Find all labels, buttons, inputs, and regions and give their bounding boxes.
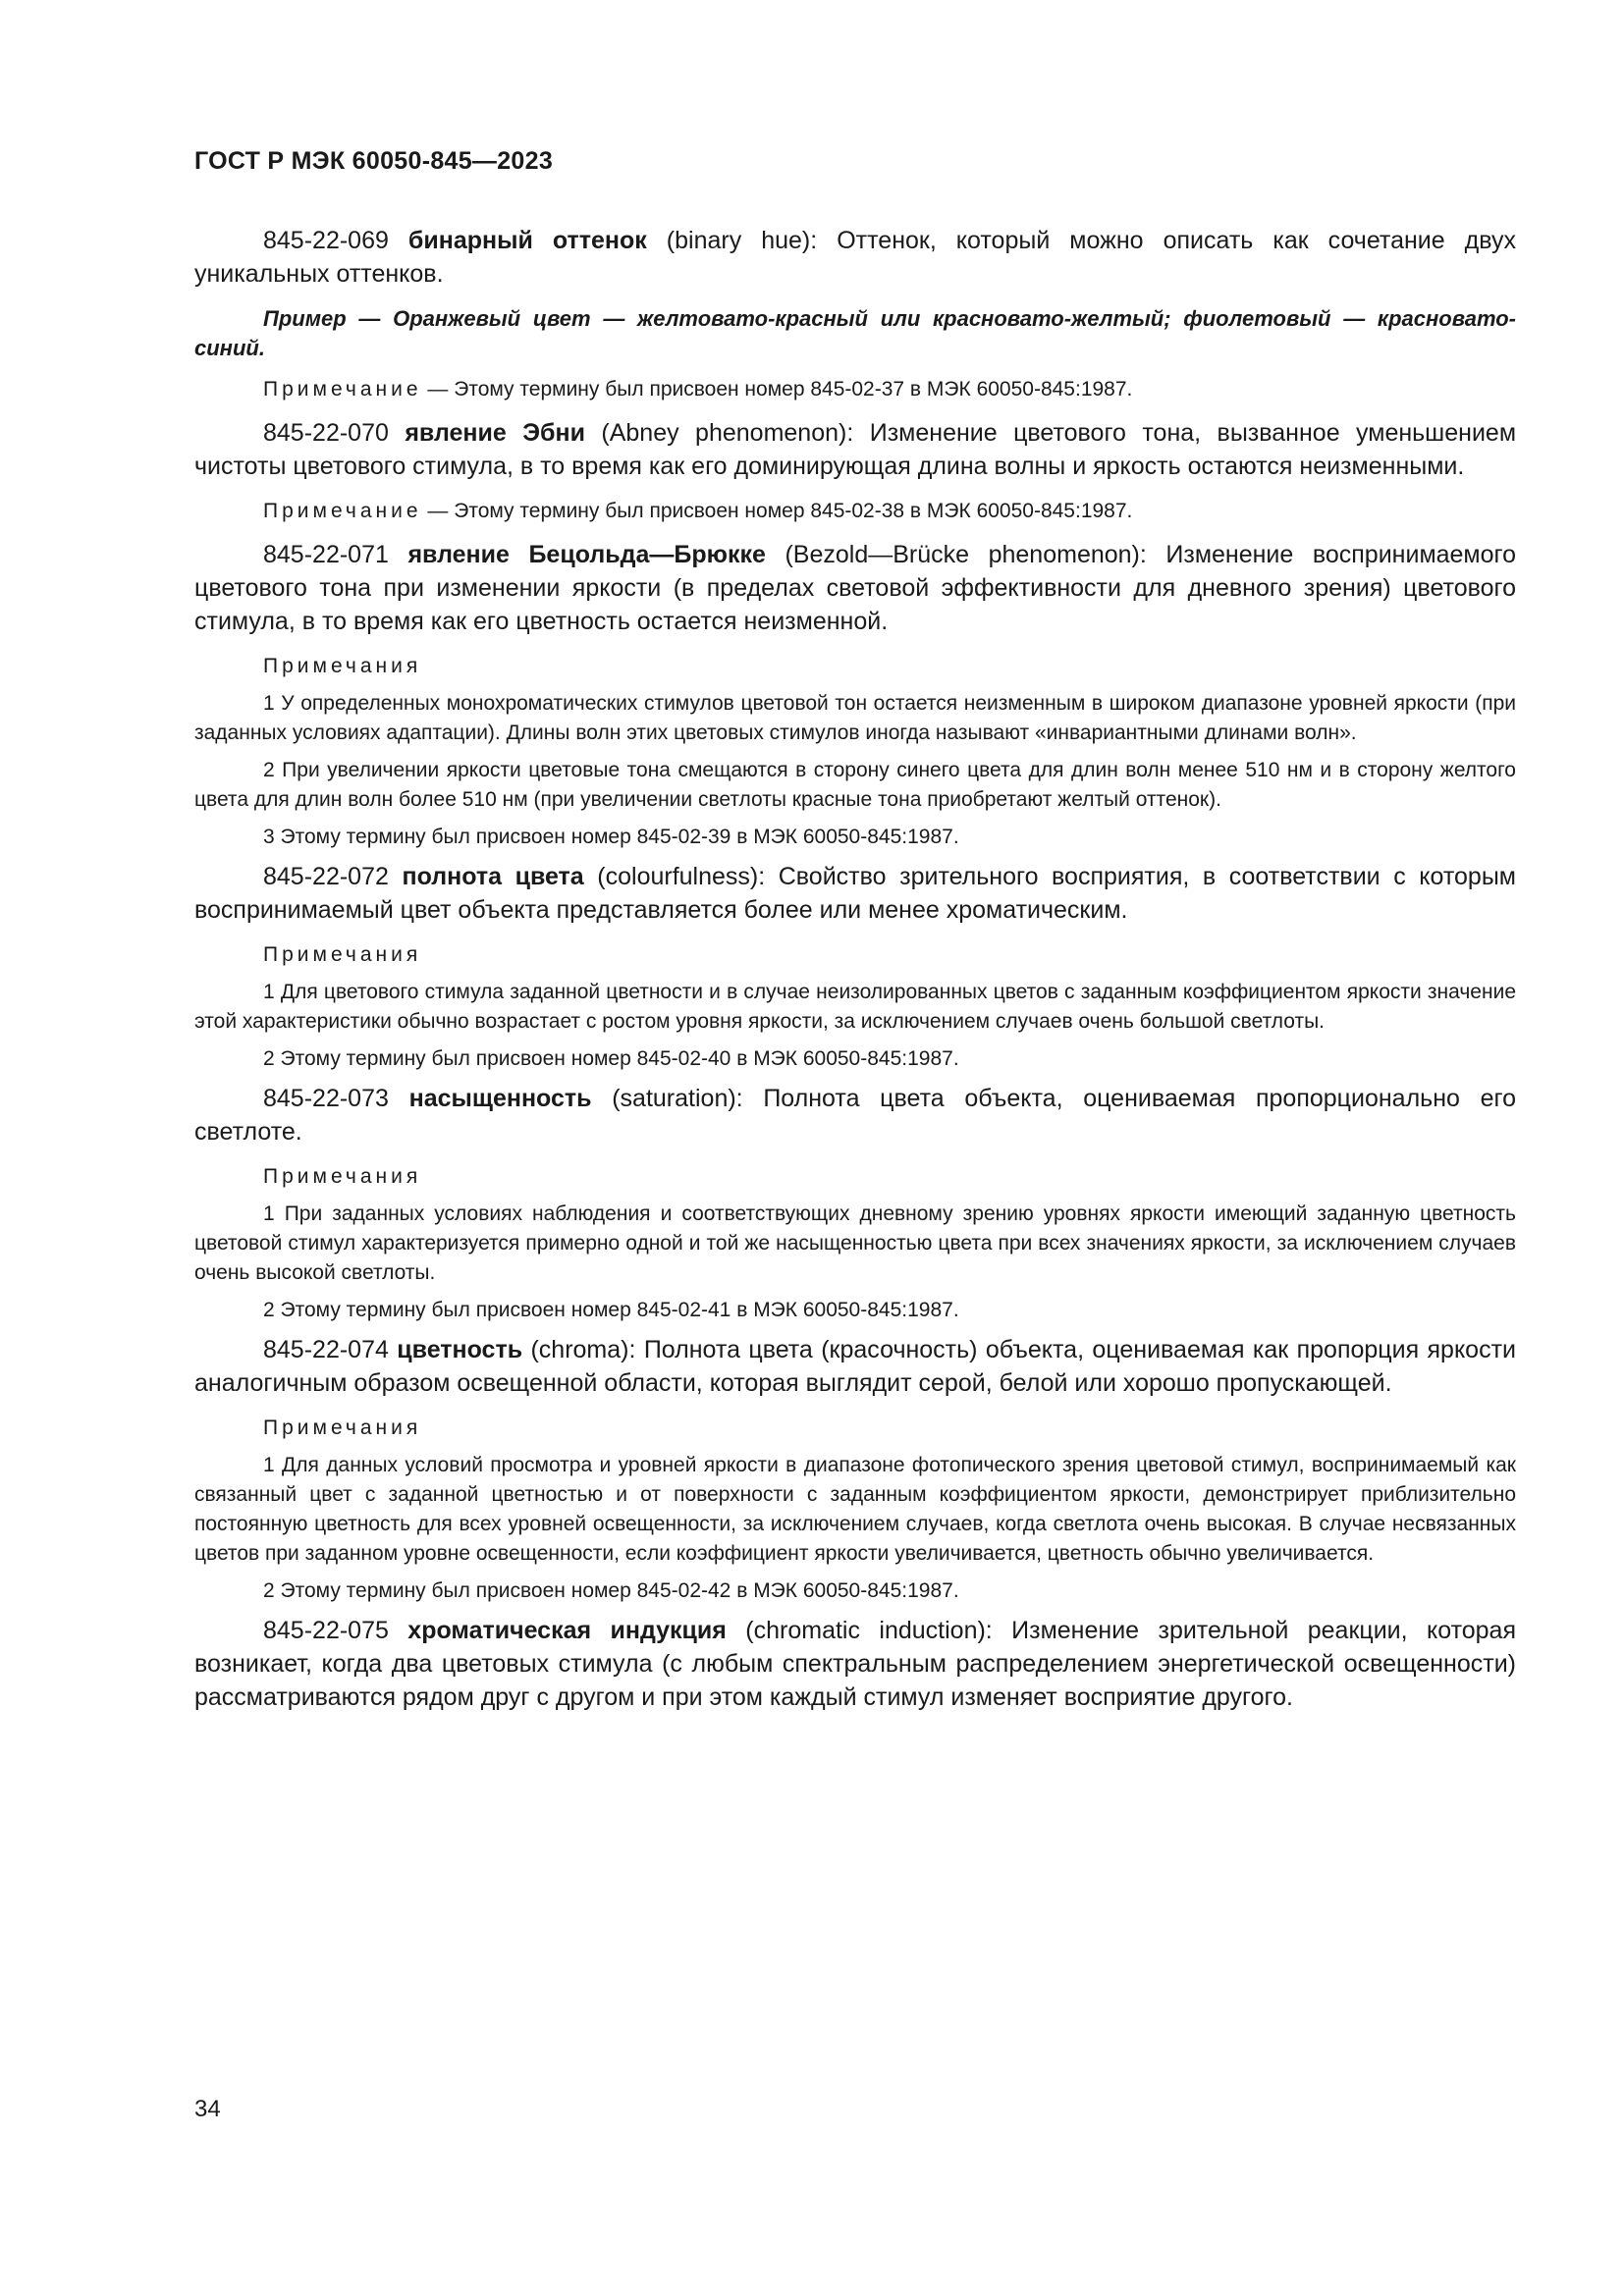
term-number: 845-22-074 [263,1336,398,1363]
term-name: цветность [397,1336,523,1363]
notes-heading: Примечания [263,655,422,677]
term-entry [194,860,1516,927]
note-item: 1 У определенных монохроматических стимулов цветовой тон остается неизменным в широком диапазоне уровней яркости (при заданных условиях адаптации). Длины волн этих цветовых стимулов иногда называют «инвариантными длинами волн». [194,692,1516,744]
term-definition: (Bezold—Brücke phenomenon): Изменение воспринимаемого цветового тона при изменении яркости (в пределах световой эффективности для дневного зрения) цветового стимула, в то время как его цветность остается неизменной. [194,541,1516,635]
note-item: 1 Для цветового стимула заданной цветности и в случае неизолированных цветов с заданным коэффициентом яркости значение этой характеристики обычно возрастает с ростом уровня яркости, за исключением случаев очень большой светлоты. [194,981,1516,1033]
document-body [194,224,1516,1728]
term-entry [194,1082,1516,1148]
note-item: 1 Для данных условий просмотра и уровней яркости в диапазоне фотопического зрения цветовой стимул, воспринимаемый как связанный цвет с заданной цветностью и от поверхности с заданным коэффициентом яркости, демонстрирует приблизительно постоянную цветность для всех уровней освещенности, за исключением случаев, когда светлота очень высокая. В случае несвязанных цветов при заданном уровне освещенности, если коэффициент яркости увеличивается, цветность обычно увеличивается. [194,1454,1516,1565]
term-number: 845-22-073 [263,1085,409,1112]
term-name: хроматическая индукция [407,1617,727,1644]
page-number: 34 [194,2096,221,2122]
term-definition: (chroma): Полнота цвета (красочность) объекта, оцениваемая как пропорция яркости аналогичным образом освещенной области, которая выглядит серой, белой или хорошо пропускающей. [194,1336,1516,1397]
document-header: ГОСТ Р МЭК 60050-845—2023 [194,147,554,175]
term-entry [194,1333,1516,1400]
notes-heading: Примечания [263,943,422,966]
note-item: 2 При увеличении яркости цветовые тона смещаются в сторону синего цвета для длин волн менее 510 нм и в сторону желтого цвета для длин волн более 510 нм (при увеличении светлоты красные тона приобретают желтый оттенок). [194,759,1516,811]
note-text: — Этому термину был присвоен номер 845-02-38 в МЭК 60050-845:1987. [421,500,1133,522]
term-definition: (colourfulness): Свойство зрительного восприятия, в соответствии с которым воспринимаемый цвет объекта представляется более или менее хроматическим. [194,863,1516,924]
note-item: 2 Этому термину был присвоен номер 845-02-41 в МЭК 60050-845:1987. [263,1299,959,1321]
term-name: явление Бецольда—Брюкке [407,541,766,568]
notes-heading: Примечания [263,1165,422,1188]
term-example: Пример — Оранжевый цвет — желтовато-красный или красновато-желтый; фиолетовый — красновато-синий. [194,306,1516,360]
note-text: — Этому термину был присвоен номер 845-02-37 в МЭК 60050-845:1987. [421,378,1133,400]
term-number: 845-22-075 [263,1617,408,1644]
term-name: явление Эбни [405,419,585,447]
note-label: Примечание [263,378,422,400]
term-name: насыщенность [408,1085,592,1112]
notes-heading: Примечания [263,1416,422,1439]
term-number: 845-22-072 [263,863,403,890]
note-item: 2 Этому термину был присвоен номер 845-02-40 в МЭК 60050-845:1987. [263,1047,959,1070]
term-name: полнота цвета [402,863,584,890]
term-entry [194,1614,1516,1714]
term-definition: (chromatic induction): Изменение зрительной реакции, которая возникает, когда два цветовых стимула (с любым спектральным распределением энергетической освещенности) рассматриваются рядом друг с другом и при этом каждый стимул изменяет восприятие другого. [194,1617,1517,1711]
note-item: 2 Этому термину был присвоен номер 845-02-42 в МЭК 60050-845:1987. [263,1579,959,1602]
term-entry [194,538,1516,638]
note-label: Примечание [263,500,422,522]
note-item: 1 При заданных условиях наблюдения и соответствующих дневному зрению уровнях яркости имеющий заданную цветность цветовой стимул характеризуется примерно одной и той же насыщенностью цвета при всех значениях яркости, за исключением случаев очень высокой светлоты. [194,1202,1516,1284]
term-definition: (binary hue): Оттенок, который можно описать как сочетание двух уникальных оттенков. [194,227,1516,288]
term-note [194,375,1516,404]
term-number: 845-22-069 [263,227,408,254]
term-note [194,497,1516,526]
term-definition: (saturation): Полнота цвета объекта, оцениваемая пропорционально его светлоте. [194,1085,1516,1146]
term-number: 845-22-071 [263,541,408,568]
term-entry [194,416,1516,483]
term-entry [194,224,1516,291]
term-number: 845-22-070 [263,419,406,447]
term-name: бинарный оттенок [407,227,647,254]
note-item: 3 Этому термину был присвоен номер 845-02-39 в МЭК 60050-845:1987. [263,826,959,848]
term-definition: (Abney phenomenon): Изменение цветового тона, вызванное уменьшением чистоты цветового стимула, в то время как его доминирующая длина волны и яркость остаются неизменными. [194,419,1517,480]
